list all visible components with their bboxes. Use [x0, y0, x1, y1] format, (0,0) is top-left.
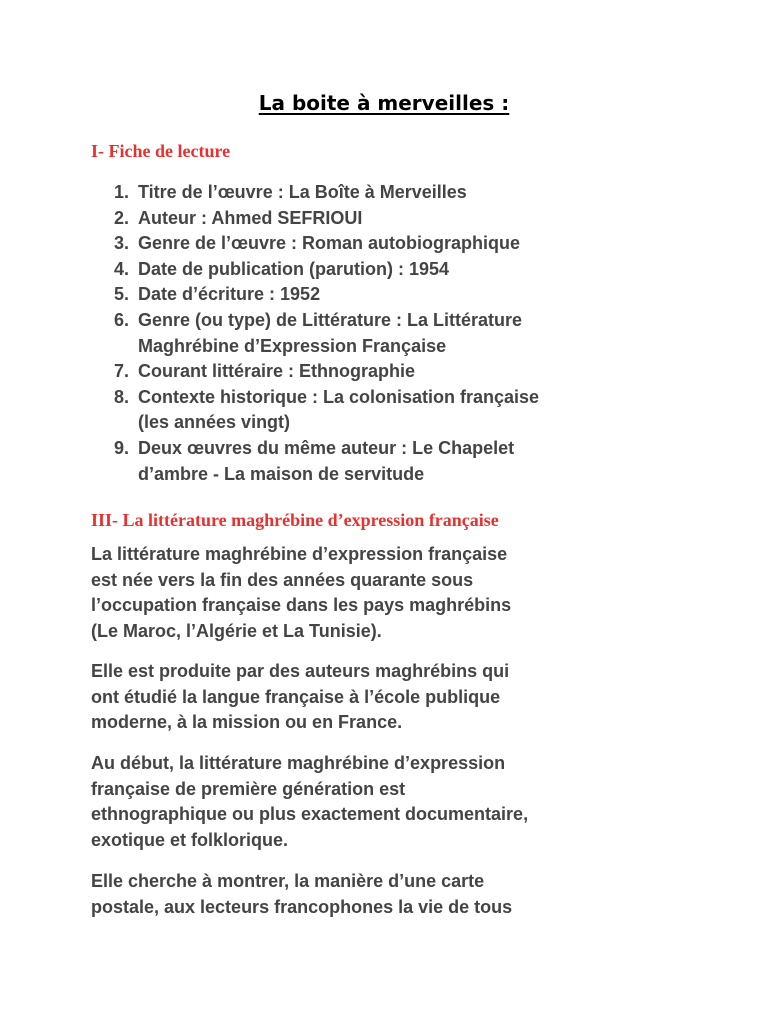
list-item — [0, 385, 698, 436]
list-item — [0, 436, 698, 487]
paragraph-line: ont étudié la langue française à l’école publique — [91, 686, 501, 707]
paragraph-line: l’occupation française dans les pays maghrébins — [91, 595, 512, 616]
page-title: La boite à merveilles : — [258, 91, 510, 115]
paragraph-line: ethnographique ou plus exactement documentaire, — [91, 804, 529, 825]
section-heading-litterature-maghrebine: III- La littérature maghrébine d’expression française — [91, 510, 499, 530]
list-item-number: 9. — [114, 437, 130, 458]
list-item-text: Date de publication (parution) : 1954 — [138, 258, 450, 279]
list-item-text-continued: d’ambre - La maison de servitude — [138, 463, 425, 484]
section-heading-fiche-de-lecture: I- Fiche de lecture — [91, 141, 231, 161]
paragraph-line: moderne, à la mission ou en France. — [91, 712, 403, 733]
list-item-text: Courant littéraire : Ethnographie — [138, 361, 416, 382]
body-paragraph — [91, 869, 691, 920]
paragraph-line: Elle cherche à montrer, la manière d’une carte — [91, 871, 485, 891]
paragraph-line: postale, aux lecteurs francophones la vie de tous — [91, 896, 513, 917]
paragraph-line: La littérature maghrébine d’expression française — [91, 544, 508, 564]
list-item-number: 2. — [114, 207, 130, 228]
paragraph-line: (Le Maroc, l’Algérie et La Tunisie). — [91, 620, 382, 641]
list-item-number: 6. — [114, 309, 130, 330]
list-item-text: Genre de l’œuvre : Roman autobiographique — [138, 233, 521, 254]
list-item-number: 5. — [114, 284, 130, 305]
list-item-text-continued: Maghrébine d’Expression Française — [138, 335, 447, 356]
body-paragraph — [91, 751, 691, 853]
list-item — [0, 180, 698, 206]
list-item — [0, 308, 698, 359]
paragraph-line: exotique et folklorique. — [91, 829, 289, 850]
list-item-number: 7. — [114, 361, 130, 382]
body-paragraph — [91, 542, 691, 644]
body-paragraph — [91, 659, 691, 736]
list-item-number: 1. — [114, 182, 130, 202]
list-item-text: Genre (ou type) de Littérature : La Littérature — [138, 309, 523, 330]
list-item-text: Contexte historique : La colonisation française — [138, 386, 540, 407]
list-item — [0, 257, 698, 283]
list-item-text: Deux œuvres du même auteur : Le Chapelet — [138, 437, 515, 458]
list-item-number: 4. — [114, 258, 130, 279]
list-item — [0, 231, 698, 257]
list-item-text: Auteur : Ahmed SEFRIOUI — [138, 207, 363, 228]
fiche-list — [0, 180, 698, 487]
list-item-number: 8. — [114, 386, 130, 407]
list-item — [0, 359, 698, 385]
list-item — [0, 282, 698, 308]
paragraph-line: Elle est produite par des auteurs maghrébins qui — [91, 661, 510, 681]
paragraph-line: Au début, la littérature maghrébine d’expression — [91, 753, 506, 773]
list-item — [0, 206, 698, 232]
list-item-text: Date d’écriture : 1952 — [138, 284, 321, 305]
paragraph-line: est née vers la fin des années quarante sous — [91, 569, 474, 590]
paragraph-line: française de première génération est — [91, 778, 406, 799]
list-item-text-continued: (les années vingt) — [138, 412, 291, 433]
list-item-text: Titre de l’œuvre : La Boîte à Merveilles — [138, 182, 467, 202]
list-item-number: 3. — [114, 233, 130, 254]
